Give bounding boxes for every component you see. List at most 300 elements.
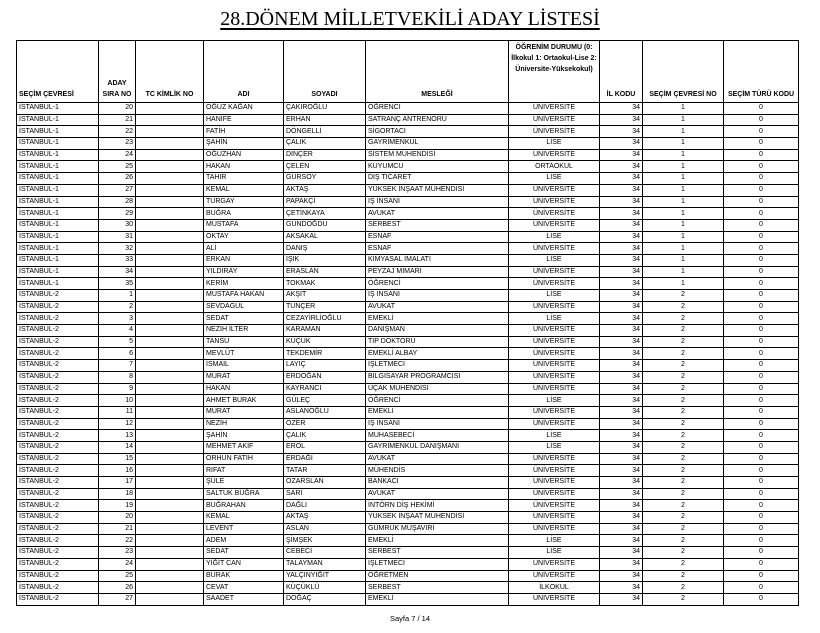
cell-secim-cevresi-no: 2 — [643, 441, 724, 453]
cell-secim-turu-kodu: 0 — [724, 488, 799, 500]
cell-il-kodu: 34 — [600, 453, 643, 465]
cell-soyadi: DANIŞ — [284, 243, 366, 255]
cell-ogrenim-durumu: ÜNİVERSİTE — [509, 488, 600, 500]
cell-il-kodu: 34 — [600, 336, 643, 348]
cell-tc-kimlik-no — [136, 570, 204, 582]
cell-secim-cevresi: İSTANBUL-2 — [17, 313, 99, 325]
table-row — [17, 325, 799, 337]
cell-ogrenim-durumu: ÜNİVERSİTE — [509, 465, 600, 477]
cell-tc-kimlik-no — [136, 290, 204, 302]
cell-il-kodu: 34 — [600, 360, 643, 372]
cell-aday-sira-no: 19 — [99, 500, 136, 512]
cell-adi: SEDAT — [204, 547, 284, 559]
table-row — [17, 266, 799, 278]
cell-soyadi: TUNÇER — [284, 301, 366, 313]
cell-secim-turu-kodu: 0 — [724, 558, 799, 570]
cell-secim-cevresi: İSTANBUL-2 — [17, 570, 99, 582]
cell-aday-sira-no: 12 — [99, 418, 136, 430]
col-header-ogrenim-durumu: ÖĞRENİM DURUMU (0: İlkokul 1: Ortaokul-Lise 2: Üniversite-Yüksekokul) — [509, 41, 600, 103]
table-row — [17, 313, 799, 325]
cell-aday-sira-no: 27 — [99, 593, 136, 605]
table-row — [17, 523, 799, 535]
cell-aday-sira-no: 21 — [99, 523, 136, 535]
cell-adi: İSMAİL — [204, 360, 284, 372]
cell-meslegi: ESNAF — [366, 231, 509, 243]
cell-adi: MURAT — [204, 371, 284, 383]
cell-adi: MURAT — [204, 406, 284, 418]
cell-secim-cevresi-no: 1 — [643, 196, 724, 208]
cell-tc-kimlik-no — [136, 161, 204, 173]
cell-adi: ŞAHİN — [204, 138, 284, 150]
cell-ogrenim-durumu: ÜNİVERSİTE — [509, 114, 600, 126]
table-row — [17, 465, 799, 477]
table-row — [17, 500, 799, 512]
cell-meslegi: TIP DOKTORU — [366, 336, 509, 348]
cell-secim-turu-kodu: 0 — [724, 441, 799, 453]
cell-adi: RIFAT — [204, 465, 284, 477]
table-body — [17, 103, 799, 606]
cell-aday-sira-no: 30 — [99, 219, 136, 231]
cell-ogrenim-durumu: LİSE — [509, 173, 600, 185]
cell-secim-cevresi-no: 2 — [643, 348, 724, 360]
cell-soyadi: CEBECİ — [284, 547, 366, 559]
candidate-table — [16, 40, 799, 606]
cell-secim-cevresi-no: 2 — [643, 430, 724, 442]
cell-secim-turu-kodu: 0 — [724, 290, 799, 302]
cell-secim-cevresi-no: 1 — [643, 126, 724, 138]
cell-secim-cevresi: İSTANBUL-2 — [17, 301, 99, 313]
cell-soyadi: TOKMAK — [284, 278, 366, 290]
cell-ogrenim-durumu: İLKOKUL — [509, 582, 600, 594]
col-header-secim-cevresi: SEÇİM ÇEVRESİ — [17, 41, 99, 103]
cell-meslegi: SERBEST — [366, 547, 509, 559]
cell-secim-cevresi: İSTANBUL-1 — [17, 184, 99, 196]
cell-secim-turu-kodu: 0 — [724, 231, 799, 243]
cell-aday-sira-no: 2 — [99, 301, 136, 313]
cell-tc-kimlik-no — [136, 173, 204, 185]
col-header-meslegi: MESLEĞİ — [366, 41, 509, 103]
cell-ogrenim-durumu: LİSE — [509, 441, 600, 453]
cell-secim-turu-kodu: 0 — [724, 418, 799, 430]
cell-ogrenim-durumu: ÜNİVERSİTE — [509, 523, 600, 535]
cell-ogrenim-durumu: ÜNİVERSİTE — [509, 383, 600, 395]
cell-secim-cevresi: İSTANBUL-1 — [17, 161, 99, 173]
cell-secim-cevresi-no: 1 — [643, 161, 724, 173]
col-header-aday-sira-no: ADAY SIRA NO — [99, 41, 136, 103]
cell-adi: ŞAHİN — [204, 430, 284, 442]
table-row — [17, 547, 799, 559]
cell-meslegi: SİGORTACI — [366, 126, 509, 138]
cell-aday-sira-no: 15 — [99, 453, 136, 465]
cell-secim-cevresi: İSTANBUL-2 — [17, 383, 99, 395]
cell-il-kodu: 34 — [600, 149, 643, 161]
col-header-adi: ADI — [204, 41, 284, 103]
cell-il-kodu: 34 — [600, 278, 643, 290]
cell-tc-kimlik-no — [136, 512, 204, 524]
cell-adi: ORHUN FATİH — [204, 453, 284, 465]
cell-adi: CEVAT — [204, 582, 284, 594]
cell-ogrenim-durumu: ÜNİVERSİTE — [509, 453, 600, 465]
cell-il-kodu: 34 — [600, 430, 643, 442]
cell-adi: NEZİH — [204, 418, 284, 430]
cell-il-kodu: 34 — [600, 570, 643, 582]
cell-aday-sira-no: 22 — [99, 535, 136, 547]
cell-tc-kimlik-no — [136, 360, 204, 372]
cell-meslegi: İŞ İNSANI — [366, 418, 509, 430]
cell-tc-kimlik-no — [136, 196, 204, 208]
cell-soyadi: KÜÇÜK — [284, 336, 366, 348]
cell-meslegi: MÜHENDİS — [366, 465, 509, 477]
cell-soyadi: AKSAKAL — [284, 231, 366, 243]
cell-secim-cevresi: İSTANBUL-2 — [17, 500, 99, 512]
cell-secim-turu-kodu: 0 — [724, 173, 799, 185]
cell-meslegi: İŞLETMECİ — [366, 360, 509, 372]
cell-aday-sira-no: 18 — [99, 488, 136, 500]
cell-il-kodu: 34 — [600, 558, 643, 570]
cell-il-kodu: 34 — [600, 371, 643, 383]
cell-secim-cevresi-no: 1 — [643, 173, 724, 185]
cell-adi: AHMET BURAK — [204, 395, 284, 407]
cell-ogrenim-durumu: ÜNİVERSİTE — [509, 196, 600, 208]
table-row — [17, 441, 799, 453]
cell-secim-turu-kodu: 0 — [724, 523, 799, 535]
cell-il-kodu: 34 — [600, 477, 643, 489]
cell-soyadi: KARAMAN — [284, 325, 366, 337]
cell-tc-kimlik-no — [136, 488, 204, 500]
table-row — [17, 301, 799, 313]
cell-il-kodu: 34 — [600, 266, 643, 278]
cell-secim-cevresi: İSTANBUL-1 — [17, 196, 99, 208]
cell-tc-kimlik-no — [136, 313, 204, 325]
cell-aday-sira-no: 29 — [99, 208, 136, 220]
cell-secim-cevresi: İSTANBUL-2 — [17, 512, 99, 524]
cell-secim-cevresi-no: 1 — [643, 231, 724, 243]
cell-adi: MUSTAFA HAKAN — [204, 290, 284, 302]
cell-ogrenim-durumu: ÜNİVERSİTE — [509, 208, 600, 220]
cell-il-kodu: 34 — [600, 208, 643, 220]
table-row — [17, 371, 799, 383]
cell-meslegi: AVUKAT — [366, 208, 509, 220]
cell-il-kodu: 34 — [600, 535, 643, 547]
cell-il-kodu: 34 — [600, 173, 643, 185]
cell-aday-sira-no: 7 — [99, 360, 136, 372]
cell-secim-cevresi: İSTANBUL-1 — [17, 219, 99, 231]
cell-il-kodu: 34 — [600, 582, 643, 594]
table-row — [17, 196, 799, 208]
cell-meslegi: KİMYASAL İMALATI — [366, 254, 509, 266]
cell-aday-sira-no: 31 — [99, 231, 136, 243]
cell-soyadi: DİNÇER — [284, 149, 366, 161]
cell-tc-kimlik-no — [136, 208, 204, 220]
cell-secim-cevresi-no: 2 — [643, 558, 724, 570]
cell-meslegi: MUHASEBECİ — [366, 430, 509, 442]
cell-ogrenim-durumu: ÜNİVERSİTE — [509, 360, 600, 372]
cell-secim-turu-kodu: 0 — [724, 465, 799, 477]
cell-tc-kimlik-no — [136, 593, 204, 605]
cell-secim-cevresi: İSTANBUL-2 — [17, 325, 99, 337]
col-header-soyadi: SOYADI — [284, 41, 366, 103]
cell-adi: ADEM — [204, 535, 284, 547]
cell-meslegi: KUYUMCU — [366, 161, 509, 173]
cell-adi: TURGAY — [204, 196, 284, 208]
cell-secim-cevresi: İSTANBUL-2 — [17, 547, 99, 559]
cell-secim-cevresi-no: 2 — [643, 465, 724, 477]
table-row — [17, 406, 799, 418]
cell-secim-turu-kodu: 0 — [724, 477, 799, 489]
cell-tc-kimlik-no — [136, 430, 204, 442]
cell-il-kodu: 34 — [600, 523, 643, 535]
cell-secim-cevresi: İSTANBUL-2 — [17, 418, 99, 430]
cell-adi: KEMAL — [204, 512, 284, 524]
cell-il-kodu: 34 — [600, 231, 643, 243]
col-header-il-kodu: İL KODU — [600, 41, 643, 103]
table-row — [17, 161, 799, 173]
cell-tc-kimlik-no — [136, 149, 204, 161]
cell-soyadi: DÖNGELLİ — [284, 126, 366, 138]
cell-aday-sira-no: 9 — [99, 383, 136, 395]
cell-meslegi: İŞ İNSANI — [366, 196, 509, 208]
cell-il-kodu: 34 — [600, 383, 643, 395]
cell-secim-turu-kodu: 0 — [724, 254, 799, 266]
cell-tc-kimlik-no — [136, 126, 204, 138]
cell-secim-cevresi: İSTANBUL-2 — [17, 406, 99, 418]
cell-tc-kimlik-no — [136, 535, 204, 547]
cell-ogrenim-durumu: ÜNİVERSİTE — [509, 570, 600, 582]
cell-meslegi: AVUKAT — [366, 453, 509, 465]
table-row — [17, 219, 799, 231]
cell-ogrenim-durumu: LİSE — [509, 395, 600, 407]
cell-ogrenim-durumu: LİSE — [509, 254, 600, 266]
cell-soyadi: ERDAĞI — [284, 453, 366, 465]
col-header-secim-cevresi-no: SEÇİM ÇEVRESİ NO — [643, 41, 724, 103]
cell-aday-sira-no: 35 — [99, 278, 136, 290]
cell-il-kodu: 34 — [600, 441, 643, 453]
cell-adi: BUĞRAHAN — [204, 500, 284, 512]
cell-soyadi: KAYRANCI — [284, 383, 366, 395]
cell-secim-cevresi: İSTANBUL-2 — [17, 582, 99, 594]
cell-ogrenim-durumu: LİSE — [509, 430, 600, 442]
cell-il-kodu: 34 — [600, 547, 643, 559]
cell-aday-sira-no: 34 — [99, 266, 136, 278]
cell-soyadi: DAĞLI — [284, 500, 366, 512]
cell-secim-cevresi: İSTANBUL-2 — [17, 441, 99, 453]
cell-adi: LEVENT — [204, 523, 284, 535]
cell-secim-turu-kodu: 0 — [724, 406, 799, 418]
cell-meslegi: İŞ İNSANI — [366, 290, 509, 302]
cell-ogrenim-durumu: ÜNİVERSİTE — [509, 325, 600, 337]
cell-il-kodu: 34 — [600, 418, 643, 430]
cell-aday-sira-no: 26 — [99, 582, 136, 594]
cell-secim-cevresi-no: 2 — [643, 395, 724, 407]
cell-secim-cevresi: İSTANBUL-2 — [17, 558, 99, 570]
cell-aday-sira-no: 20 — [99, 512, 136, 524]
cell-secim-turu-kodu: 0 — [724, 512, 799, 524]
cell-secim-cevresi: İSTANBUL-2 — [17, 523, 99, 535]
table-row — [17, 208, 799, 220]
cell-tc-kimlik-no — [136, 231, 204, 243]
cell-tc-kimlik-no — [136, 453, 204, 465]
cell-aday-sira-no: 24 — [99, 558, 136, 570]
cell-secim-cevresi-no: 1 — [643, 184, 724, 196]
cell-secim-cevresi: İSTANBUL-2 — [17, 290, 99, 302]
cell-adi: TAHİR — [204, 173, 284, 185]
cell-secim-cevresi-no: 1 — [643, 219, 724, 231]
cell-il-kodu: 34 — [600, 500, 643, 512]
cell-il-kodu: 34 — [600, 196, 643, 208]
cell-secim-cevresi-no: 2 — [643, 360, 724, 372]
cell-il-kodu: 34 — [600, 325, 643, 337]
cell-secim-turu-kodu: 0 — [724, 219, 799, 231]
page-title-text: 28.DÖNEM MİLLETVEKİLİ ADAY LİSTESİ — [220, 8, 600, 30]
cell-il-kodu: 34 — [600, 488, 643, 500]
cell-adi: SALTUK BUĞRA — [204, 488, 284, 500]
cell-adi: HANİFE — [204, 114, 284, 126]
cell-ogrenim-durumu: ÜNİVERSİTE — [509, 278, 600, 290]
cell-secim-turu-kodu: 0 — [724, 430, 799, 442]
table-row — [17, 535, 799, 547]
cell-adi: TANSU — [204, 336, 284, 348]
cell-ogrenim-durumu: ÜNİVERSİTE — [509, 371, 600, 383]
cell-soyadi: SARI — [284, 488, 366, 500]
cell-secim-cevresi-no: 1 — [643, 114, 724, 126]
cell-secim-cevresi: İSTANBUL-2 — [17, 477, 99, 489]
cell-meslegi: PEYZAJ MİMARI — [366, 266, 509, 278]
cell-ogrenim-durumu: ÜNİVERSİTE — [509, 184, 600, 196]
cell-secim-cevresi-no: 1 — [643, 254, 724, 266]
cell-meslegi: ÖĞRENCİ — [366, 278, 509, 290]
cell-secim-cevresi-no: 2 — [643, 500, 724, 512]
cell-secim-turu-kodu: 0 — [724, 336, 799, 348]
cell-secim-cevresi: İSTANBUL-2 — [17, 371, 99, 383]
cell-ogrenim-durumu: ÜNİVERSİTE — [509, 477, 600, 489]
cell-secim-cevresi-no: 1 — [643, 208, 724, 220]
cell-secim-cevresi: İSTANBUL-2 — [17, 488, 99, 500]
cell-adi: HAKAN — [204, 161, 284, 173]
cell-secim-turu-kodu: 0 — [724, 547, 799, 559]
cell-secim-turu-kodu: 0 — [724, 582, 799, 594]
cell-adi: FATİH — [204, 126, 284, 138]
cell-ogrenim-durumu: ÜNİVERSİTE — [509, 406, 600, 418]
cell-soyadi: YALÇINYİĞİT — [284, 570, 366, 582]
table-row — [17, 290, 799, 302]
cell-aday-sira-no: 13 — [99, 430, 136, 442]
table-row — [17, 593, 799, 605]
cell-ogrenim-durumu: LİSE — [509, 290, 600, 302]
cell-secim-cevresi-no: 2 — [643, 301, 724, 313]
cell-aday-sira-no: 14 — [99, 441, 136, 453]
cell-secim-cevresi: İSTANBUL-2 — [17, 336, 99, 348]
cell-secim-cevresi-no: 2 — [643, 325, 724, 337]
cell-adi: SEVDAGÜL — [204, 301, 284, 313]
cell-aday-sira-no: 11 — [99, 406, 136, 418]
cell-soyadi: ERDOĞAN — [284, 371, 366, 383]
cell-tc-kimlik-no — [136, 558, 204, 570]
cell-meslegi: AVUKAT — [366, 488, 509, 500]
cell-soyadi: EROL — [284, 441, 366, 453]
cell-secim-cevresi: İSTANBUL-1 — [17, 149, 99, 161]
cell-tc-kimlik-no — [136, 114, 204, 126]
cell-adi: YILDIRAY — [204, 266, 284, 278]
cell-meslegi: EMEKLİ — [366, 313, 509, 325]
cell-soyadi: ÇALIK — [284, 138, 366, 150]
cell-meslegi: GAYRİMENKUL — [366, 138, 509, 150]
cell-aday-sira-no: 25 — [99, 161, 136, 173]
table-row — [17, 360, 799, 372]
cell-tc-kimlik-no — [136, 336, 204, 348]
cell-soyadi: ÖZARSLAN — [284, 477, 366, 489]
cell-secim-cevresi-no: 2 — [643, 418, 724, 430]
cell-tc-kimlik-no — [136, 254, 204, 266]
cell-soyadi: ÇETİNKAYA — [284, 208, 366, 220]
cell-aday-sira-no: 22 — [99, 126, 136, 138]
cell-adi: SAADET — [204, 593, 284, 605]
cell-tc-kimlik-no — [136, 243, 204, 255]
cell-tc-kimlik-no — [136, 406, 204, 418]
cell-secim-turu-kodu: 0 — [724, 208, 799, 220]
table-row — [17, 395, 799, 407]
cell-tc-kimlik-no — [136, 418, 204, 430]
cell-secim-cevresi: İSTANBUL-1 — [17, 173, 99, 185]
cell-meslegi: İŞLETMECİ — [366, 558, 509, 570]
cell-soyadi: AKTAŞ — [284, 512, 366, 524]
cell-meslegi: GÜMRÜK MÜŞAVİRİ — [366, 523, 509, 535]
cell-adi: OKTAY — [204, 231, 284, 243]
col-header-tc-kimlik-no: TC KİMLİK NO — [136, 41, 204, 103]
cell-secim-turu-kodu: 0 — [724, 278, 799, 290]
cell-tc-kimlik-no — [136, 465, 204, 477]
table-row — [17, 488, 799, 500]
cell-aday-sira-no: 10 — [99, 395, 136, 407]
table-row — [17, 348, 799, 360]
cell-ogrenim-durumu: LİSE — [509, 138, 600, 150]
cell-aday-sira-no: 23 — [99, 138, 136, 150]
cell-soyadi: KÜÇÜKLÜ — [284, 582, 366, 594]
cell-adi: BUĞRA — [204, 208, 284, 220]
table-row — [17, 336, 799, 348]
cell-ogrenim-durumu: ÜNİVERSİTE — [509, 558, 600, 570]
cell-secim-turu-kodu: 0 — [724, 348, 799, 360]
cell-secim-turu-kodu: 0 — [724, 243, 799, 255]
table-row — [17, 512, 799, 524]
cell-adi: NEZİH İLTER — [204, 325, 284, 337]
cell-adi: KEMAL — [204, 184, 284, 196]
cell-ogrenim-durumu: LİSE — [509, 313, 600, 325]
cell-il-kodu: 34 — [600, 254, 643, 266]
cell-adi: OĞUZHAN — [204, 149, 284, 161]
cell-tc-kimlik-no — [136, 138, 204, 150]
cell-adi: MEVLÜT — [204, 348, 284, 360]
table-row — [17, 243, 799, 255]
cell-secim-cevresi-no: 2 — [643, 371, 724, 383]
cell-secim-cevresi-no: 1 — [643, 266, 724, 278]
cell-secim-cevresi: İSTANBUL-2 — [17, 535, 99, 547]
cell-meslegi: ESNAF — [366, 243, 509, 255]
cell-adi: SEDAT — [204, 313, 284, 325]
cell-soyadi: GÜNDOĞDU — [284, 219, 366, 231]
cell-meslegi: EMEKLİ — [366, 406, 509, 418]
cell-aday-sira-no: 23 — [99, 547, 136, 559]
cell-secim-cevresi-no: 2 — [643, 453, 724, 465]
table-row — [17, 418, 799, 430]
cell-secim-cevresi: İSTANBUL-2 — [17, 395, 99, 407]
cell-secim-cevresi-no: 2 — [643, 593, 724, 605]
cell-il-kodu: 34 — [600, 243, 643, 255]
cell-meslegi: ÖĞRENCİ — [366, 103, 509, 115]
cell-soyadi: ÇAKIROĞLU — [284, 103, 366, 115]
cell-adi: BURAK — [204, 570, 284, 582]
cell-il-kodu: 34 — [600, 184, 643, 196]
cell-meslegi: SATRANÇ ANTRENÖRÜ — [366, 114, 509, 126]
